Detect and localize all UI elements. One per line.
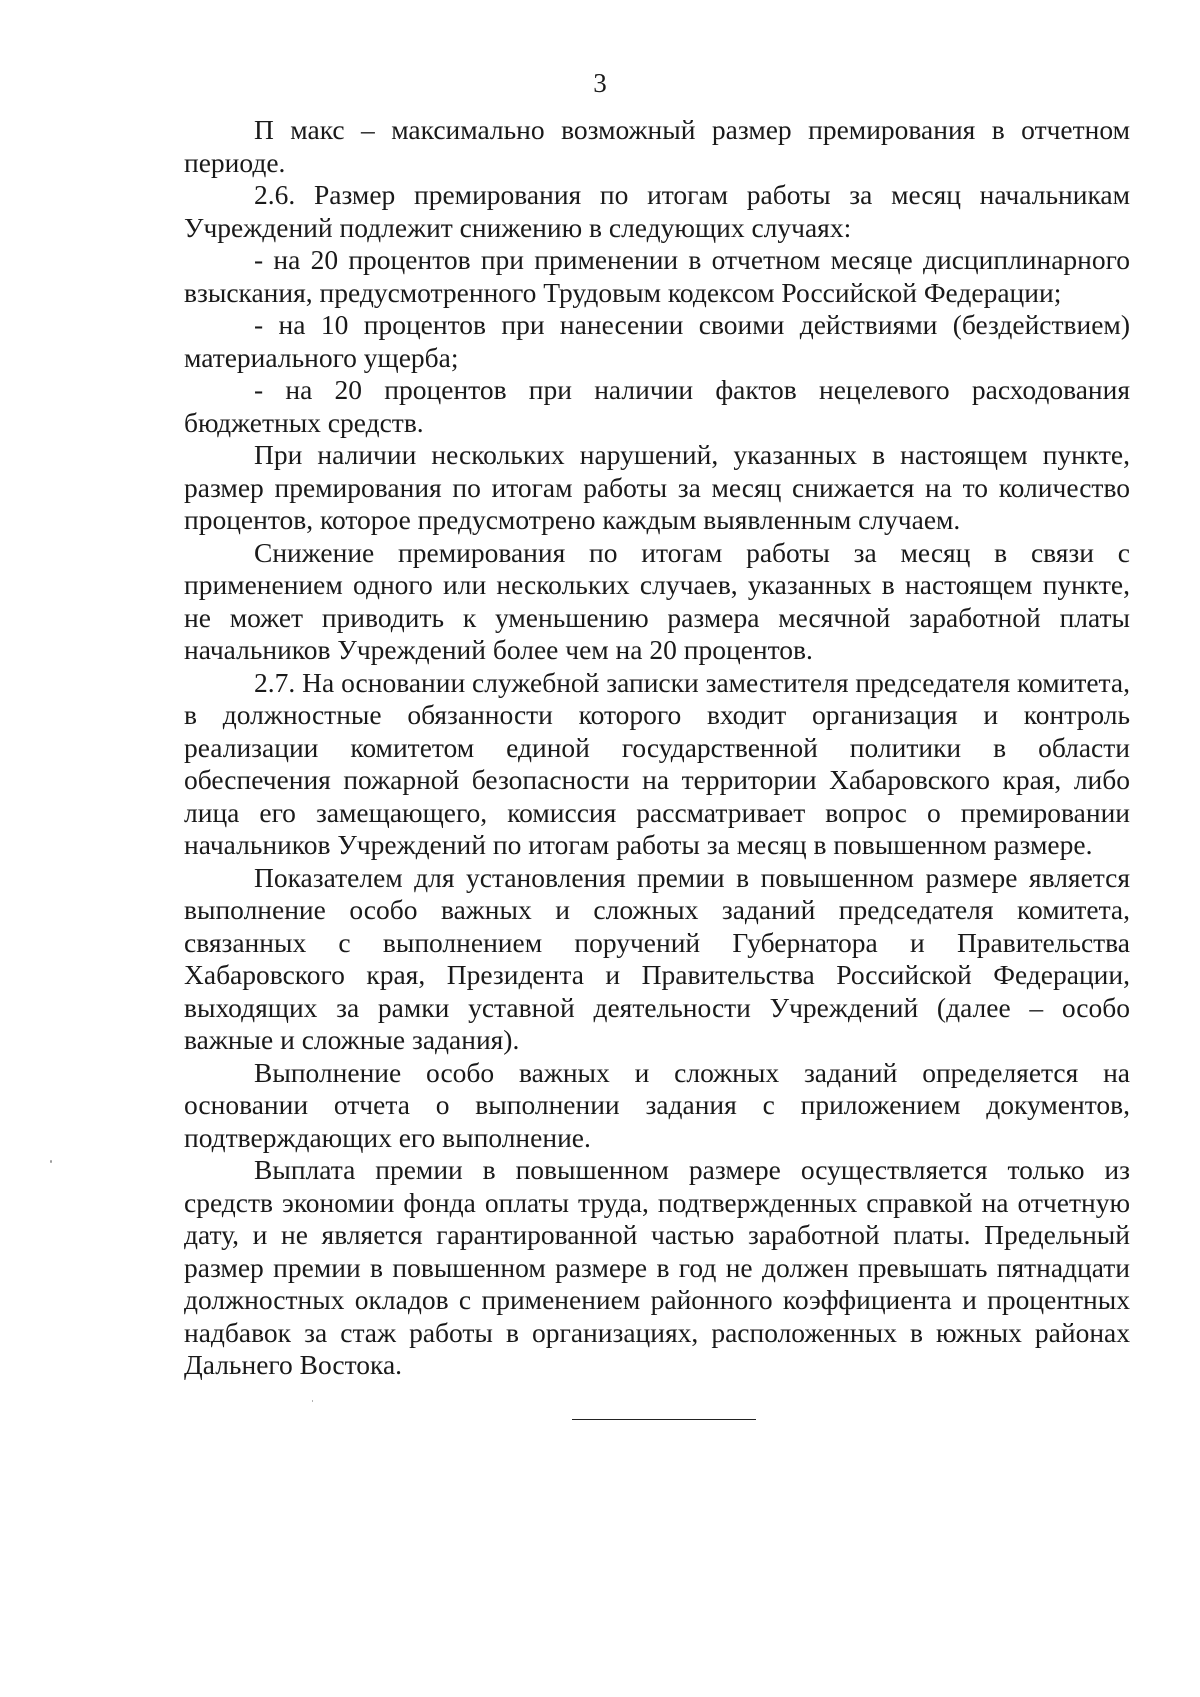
scan-speck xyxy=(50,1160,52,1163)
paragraph-2-7: 2.7. На основании служебной записки заместителя председателя комитета, в должностные обязанности которого входит организация и контроль реализации комитетом единой государственной политики в области обеспечения пожарной безопасности на территории Хабаровского края, либо лица его замещающего, комиссия рассматривает вопрос о премировании начальников Учреждений по итогам работы за месяц в повышенном размере. xyxy=(184,666,1130,860)
paragraph-payment-terms: Выплата премии в повышенном размере осуществляется только из средств экономии фонда оплаты труда, подтвержденных справкой на отчетную дату, и не является гарантированной частью заработной платы. Предельный размер премии в повышенном размере в год не должен превышать пятнадцати должностных окладов с применением районного коэффициента и процентных надбавок за стаж работы в организациях, расположенных в южных районах Дальнего Востока. xyxy=(184,1154,1130,1380)
paragraph-indicator: Показателем для установления премии в повышенном размере является выполнение особо важных и сложных заданий председателя комитета, связанных с выполнением поручений Губернатора и Правительства Хабаровского края, Президента и Правительства Российской Федерации, выходящих за рамки уставной деятельности Учреждений (далее – особо важные и сложные задания). xyxy=(184,861,1130,1055)
list-item-20-percent-disciplinary: - на 20 процентов при применении в отчетном месяце дисциплинарного взыскания, предусмотренного Трудовым кодексом Российской Федерации; xyxy=(184,244,1130,308)
paragraph-2-6: 2.6. Размер премирования по итогам работы за месяц начальникам Учреждений подлежит снижению в следующих случаях: xyxy=(184,179,1130,243)
end-of-text-rule xyxy=(572,1419,756,1420)
page-number: 3 xyxy=(593,68,607,98)
paragraph-task-completion: Выполнение особо важных и сложных заданий определяется на основании отчета о выполнении задания с приложением документов, подтверждающих его выполнение. xyxy=(184,1056,1130,1153)
scan-speck xyxy=(312,1400,313,1402)
paragraph-reduction-limit: Снижение премирования по итогам работы за месяц в связи с применением одного или нескольких случаев, указанных в настоящем пункте, не может приводить к уменьшению размера месячной заработной платы начальников Учреждений более чем на 20 процентов. xyxy=(184,536,1130,665)
list-item-20-percent-misuse: - на 20 процентов при наличии фактов нецелевого расходования бюджетных средств. xyxy=(184,374,1130,438)
document-body xyxy=(184,114,1130,1382)
paragraph-multiple-violations: При наличии нескольких нарушений, указанных в настоящем пункте, размер премирования по итогам работы за месяц снижается на то количество процентов, которое предусмотрено каждым выявленным случаем. xyxy=(184,439,1130,535)
paragraph-p-max-definition: П макс – максимально возможный размер премирования в отчетном периоде. xyxy=(184,114,1130,178)
list-item-10-percent-damage: - на 10 процентов при нанесении своими действиями (бездействием) материального ущерба; xyxy=(184,309,1130,373)
